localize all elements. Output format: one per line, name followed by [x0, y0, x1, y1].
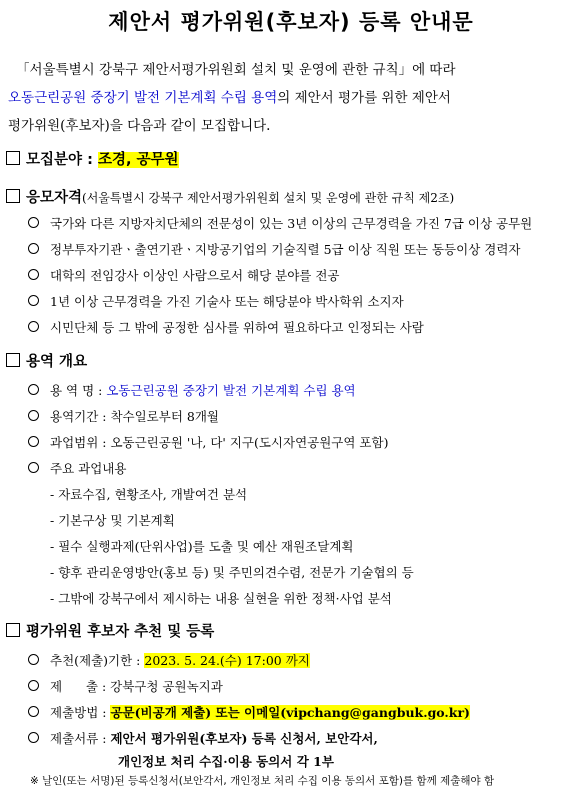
circle-bullet-icon: [28, 295, 39, 306]
task-item: - 기본구상 및 기본계획: [50, 513, 175, 528]
list-item: 1년 이상 근무경력을 가진 기술사 또는 해당분야 박사학위 소지자: [28, 292, 404, 310]
list-item: 용역기간 : 착수일로부터 8개월: [28, 407, 219, 425]
checkbox-icon: [6, 353, 20, 367]
method-value: 공문(비공개 제출) 또는 이메일(vipchang@gangbuk.go.kr): [110, 705, 470, 720]
task-item: - 향후 관리운영방안(홍보 등) 및 주민의견수렴, 전문가 기술협의 등: [50, 565, 414, 580]
list-item: 국가와 다른 지방자치단체의 전문성이 있는 3년 이상의 근무경력을 가진 7급 이상 공무원: [28, 214, 532, 232]
intro-line-2: 오동근린공원 중장기 발전 기본계획 수립 용역의 제안서 평가를 위한 제안서: [8, 90, 451, 106]
field-value: 조경, 공무원: [97, 152, 179, 168]
section-field: 모집분야 : 조경, 공무원: [6, 148, 179, 169]
list-item: 용 역 명 : 오동근린공원 중장기 발전 기본계획 수립 용역: [28, 381, 356, 399]
list-item: 대학의 전임강사 이상인 사람으로서 해당 분야를 전공: [28, 266, 340, 284]
circle-bullet-icon: [28, 732, 39, 743]
circle-bullet-icon: [28, 654, 39, 665]
circle-bullet-icon: [28, 410, 39, 421]
checkbox-icon: [6, 189, 20, 203]
checkbox-icon: [6, 151, 20, 165]
list-item: 제출서류 : 제안서 평가위원(후보자) 등록 신청서, 보안각서,: [28, 729, 378, 747]
circle-bullet-icon: [28, 680, 39, 691]
list-item: 정부투자기관ㆍ출연기관ㆍ지방공기업의 기술직렬 5급 이상 직원 또는 동등이상 경력자: [28, 240, 520, 258]
intro-paragraph: [8, 56, 576, 140]
docs-continued: 개인정보 처리 수집·이용 동의서 각 1부: [118, 754, 334, 769]
deadline-value: 2023. 5. 24.(수) 17:00 까지: [144, 653, 310, 668]
task-item: - 자료수집, 현황조사, 개발여건 분석: [50, 487, 248, 502]
list-item: 주요 과업내용: [28, 459, 126, 477]
task-item: - 그밖에 강북구에서 제시하는 내용 실현을 위한 정책·사업 분석: [50, 591, 392, 606]
list-item: 시민단체 등 그 밖에 공정한 심사를 위하여 필요하다고 인정되는 사람: [28, 318, 424, 336]
section-overview: 용역 개요: [6, 350, 87, 371]
circle-bullet-icon: [28, 436, 39, 447]
circle-bullet-icon: [28, 384, 39, 395]
list-item: 과업범위 : 오동근린공원 '나, 다' 지구(도시자연공원구역 포함): [28, 433, 388, 451]
list-item: 제출방법 : 공문(비공개 제출) 또는 이메일(vipchang@gangbuk.go.kr): [28, 703, 470, 721]
list-item: 제 출 : 강북구청 공원녹지과: [28, 677, 223, 695]
footnote: ※ 날인(또는 서명)된 등록신청서(보안각서, 개인정보 처리 수집 이용 동의서 포함)를 함께 제출해야 함: [30, 775, 495, 787]
checkbox-icon: [6, 623, 20, 637]
task-item: - 필수 실행과제(단위사업)를 도출 및 예산 재원조달계획: [50, 539, 354, 554]
circle-bullet-icon: [28, 462, 39, 473]
list-item: 추천(제출)기한 : 2023. 5. 24.(수) 17:00 까지: [28, 651, 310, 669]
circle-bullet-icon: [28, 321, 39, 332]
section-qualification: 응모자격(서울특별시 강북구 제안서평가위원회 설치 및 운영에 관한 규칙 제2조): [6, 186, 454, 207]
circle-bullet-icon: [28, 706, 39, 717]
project-name: 오동근린공원 중장기 발전 기본계획 수립 용역: [8, 90, 278, 106]
intro-line-1: 「서울특별시 강북구 제안서평가위원회 설치 및 운영에 관한 규칙」에 따라: [16, 62, 456, 78]
circle-bullet-icon: [28, 243, 39, 254]
page-title: 제안서 평가위원(후보자) 등록 안내문: [108, 10, 474, 34]
circle-bullet-icon: [28, 217, 39, 228]
section-registration: 평가위원 후보자 추천 및 등록: [6, 620, 214, 641]
circle-bullet-icon: [28, 269, 39, 280]
intro-line-3: 평가위원(후보자)을 다음과 같이 모집합니다.: [8, 118, 271, 134]
